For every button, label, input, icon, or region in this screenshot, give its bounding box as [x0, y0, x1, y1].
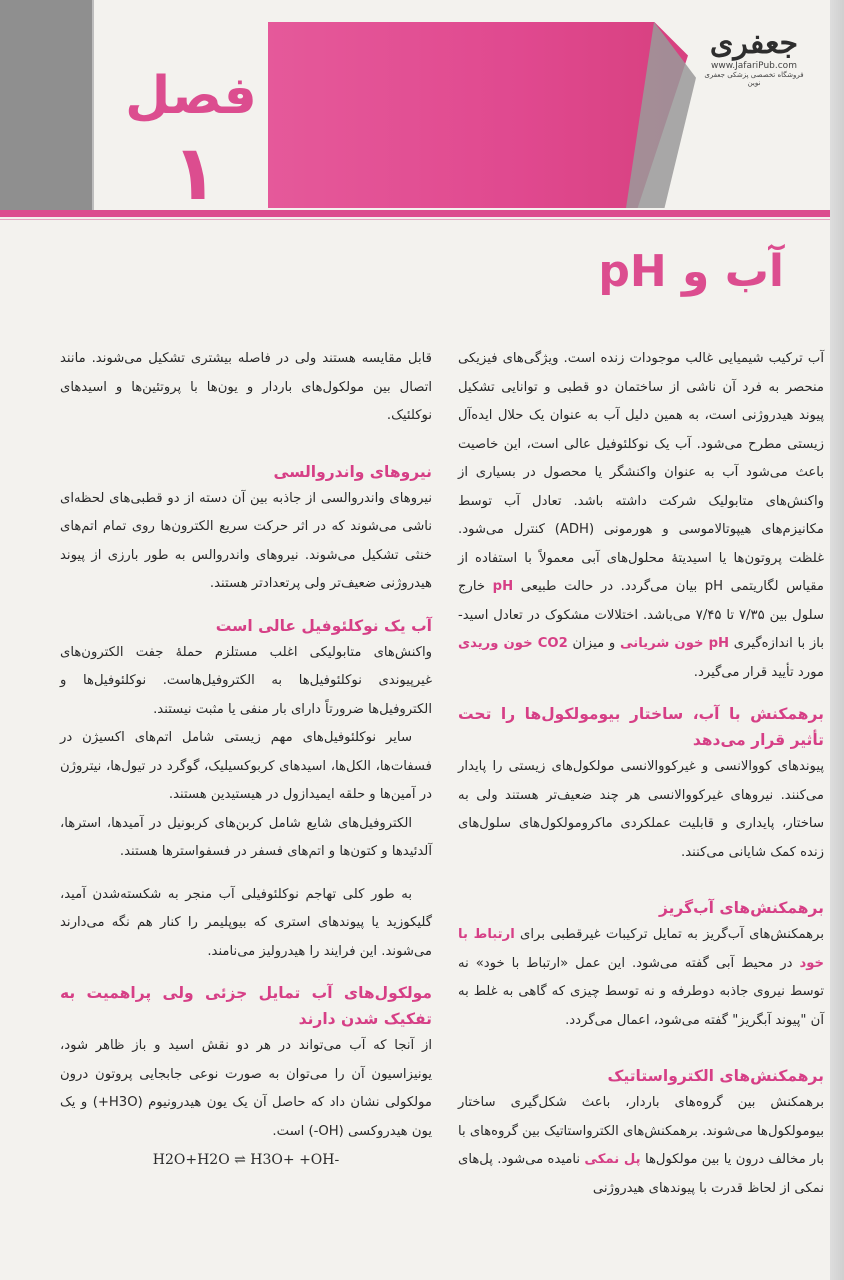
paragraph-vanderwaals: نیروهای واندروالسی از جاذبه بین آن دسته از دو قطبی‌های لحظه‌ای ناشی می‌شوند که در اثر حرکت سریع الکترون‌ها روی تمام اتم‌های خنثی تشکیل می‌شوند. نیروهای واندروالس به طور بارزی از پیوند هیدروژنی ضعیف‌تر ولی پرتعدادتر هستند. [60, 490, 432, 591]
chapter-label: فصل [125, 66, 257, 126]
hydrophobic-text-1: برهمکنش‌های آب‌گریز به تمایل ترکیبات غیرقطبی برای [514, 927, 825, 942]
left-column [60, 345, 432, 1175]
section-heading-biomolecules: برهمکنش با آب، ساختار بیومولکول‌ها را تحت تأثیر قرار می‌دهد [458, 705, 824, 749]
paragraph-dissociation: از آنجا که آب می‌تواند در هر دو نقش اسید و باز ظاهر شود، یونیزاسیون آن را می‌توان به صورت نوعی جابجایی پروتون درون مولکولی نشان داد که حاصل آن یک یون هیدرونیوم (H3O+) و یک یون هیدروکسی (OH-) است. [60, 1038, 432, 1139]
hydrophobic-text-2: در محیط آبی گفته می‌شود. این عمل «ارتباط با خود» نه توسط نیروی جاذبه دوطرفه و نه توسط چیزی که گاهی به غلط به آن "پیوند آبگریز" گفته می‌شود، اعمال می‌گردد. [458, 955, 824, 1028]
book-spine-gray-block [0, 0, 92, 212]
page-fold-edge [830, 0, 844, 1280]
header-divider-thin-rule [0, 219, 844, 220]
intro-highlight-arterial: pH خون شریانی [619, 636, 730, 651]
paragraph-electrostatic [458, 1089, 824, 1203]
paragraph-hydrophobic [458, 921, 824, 1035]
section-heading-vanderwaals: نیروهای واندروالسی [273, 462, 432, 481]
water-ionization-equation: H2O+H2O ⇌ H3O+ +OH- [152, 1152, 340, 1168]
chapter-number: ۱ [171, 128, 219, 217]
publisher-logo [700, 26, 808, 96]
electrostatic-highlight: پل نمکی [584, 1152, 641, 1167]
header-divider-rule [0, 210, 844, 217]
paragraph-nucleophile-1: واکنش‌های متابولیکی اغلب مستلزم حملهٔ جفت الکترون‌های غیرپیوندی نوکلئوفیل‌ها به الکتروفیل‌هاست. نوکلئوفیل‌ها و الکتروفیل‌ها ضرورتاً دارای بار منفی یا مثبت نیستند. [60, 644, 432, 717]
right-column [458, 345, 824, 1203]
section-heading-electrostatic: برهمکنش‌های الکترواستاتیک [607, 1067, 824, 1085]
hydrophobic-highlight: ارتباط با خود [458, 927, 824, 971]
spine-edge-line [92, 0, 94, 212]
electrostatic-text-2: نامیده می‌شود. پل‌های نمکی از لحاظ قدرت با پیوندهای هیدروژنی [458, 1152, 824, 1196]
intro-text-1: آب ترکیب شیمیایی غالب موجودات زنده است. ویژگی‌های فیزیکی منحصر به فرد آن ناشی از ساختمان دو قطبی و توانایی تشکیل پیوند هیدروژنی است، به همین دلیل آب به عنوان یک حلال ایده‌آل زیستی مطرح می‌شود. آب یک نوکلئوفیل عالی است، این خاصیت باعث می‌شود آب به عنوان واکنشگر یا محصول در بسیاری از واکنش‌های متابولیک شرکت داشته باشد. تعادل آب توسط مکانیزم‌های هیپوتالاموسی و هورمونی (ADH) کنترل می‌شود. غلظت پروتون‌ها یا اسیدیتهٔ محلول‌های آبی معمولاً با استفاده از مقیاس لگاریتمی pH بیان می‌گردد. در حالت طبیعی [458, 351, 825, 594]
intro-highlight-ph: pH [492, 579, 514, 594]
paragraph-biomolecules: پیوندهای کووالانسی و غیرکووالانسی مولکول‌های زیستی را پایدار می‌کنند. نیروهای غیرکووالانسی هر چند ضعیف‌تر هستند ولی به ساختار، پایداری و قابلیت عملکردی ماکرومولکول‌های سلول‌های زنده کمک شایانی می‌کنند. [458, 759, 824, 860]
section-heading-dissociation: مولکول‌های آب تمایل جزئی ولی پراهمیت به تفکیک شدن دارند [60, 984, 432, 1028]
logo-mark: جعفری [709, 26, 799, 61]
intro-highlight-venous: CO2 خون وریدی [458, 636, 568, 651]
paragraph-nucleophile-2: سایر نوکلئوفیل‌های مهم زیستی شامل اتم‌های اکسیژن در فسفات‌ها، الکل‌ها، اسیدهای کربوکسیلیک، گوگرد در تیول‌ها، نیتروژن در آمین‌ها و حلقه ایمیدازول در هیستیدین هستند. [60, 730, 432, 802]
paragraph-hydrolysis: به طور کلی تهاجم نوکلئوفیلی آب منجر به شکسته‌شدن آمید، گلیکوزید یا پیوندهای استری که بیوپلیمر را کنار هم نگه می‌دارند می‌شوند. این فرایند را هیدرولیز می‌نامند. [60, 886, 432, 959]
intro-paragraph [458, 345, 824, 687]
intro-text-2: خارج سلول بین ۷/۳۵ تا ۷/۴۵ می‌باشد. اختلالات مشکوک در تعادل اسید- باز با اندازه‌گیری [458, 579, 824, 651]
logo-tagline: فروشگاه تخصصی پزشکی جعفری نوین [704, 71, 804, 87]
electrostatic-text-1: برهمکنش بین گروه‌های باردار، باعث شکل‌گیری ساختار بیومولکول‌ها می‌شوند. برهمکنش‌های الکترواستاتیک بین گروه‌های با بار مخالف درون یا بین مولکول‌ها [457, 1095, 824, 1167]
page-title: آب و pH [598, 246, 784, 297]
section-heading-nucleophile: آب یک نوکلئوفیل عالی است [215, 616, 432, 635]
chapter-header-band [268, 22, 688, 208]
section-heading-hydrophobic: برهمکنش‌های آب‌گریز [658, 899, 824, 917]
paragraph-continued: قابل مقایسه هستند ولی در فاصله بیشتری تشکیل می‌شوند. مانند اتصال بین مولکول‌های باردار و یون‌ها با پروتئین‌ها و اسیدهای نوکلئیک. [60, 351, 432, 423]
paragraph-nucleophile-3: الکتروفیل‌های شایع شامل کربن‌های کربونیل در آمیدها، استرها، آلدئیدها و کتون‌ها و اتم‌های فسفر در فسفواسترها هستند. [60, 815, 432, 859]
logo-url: www.JafariPub.com [711, 61, 797, 71]
intro-text-3: و میزان [567, 636, 620, 651]
intro-text-4: مورد تأیید قرار می‌گیرد. [693, 664, 824, 680]
